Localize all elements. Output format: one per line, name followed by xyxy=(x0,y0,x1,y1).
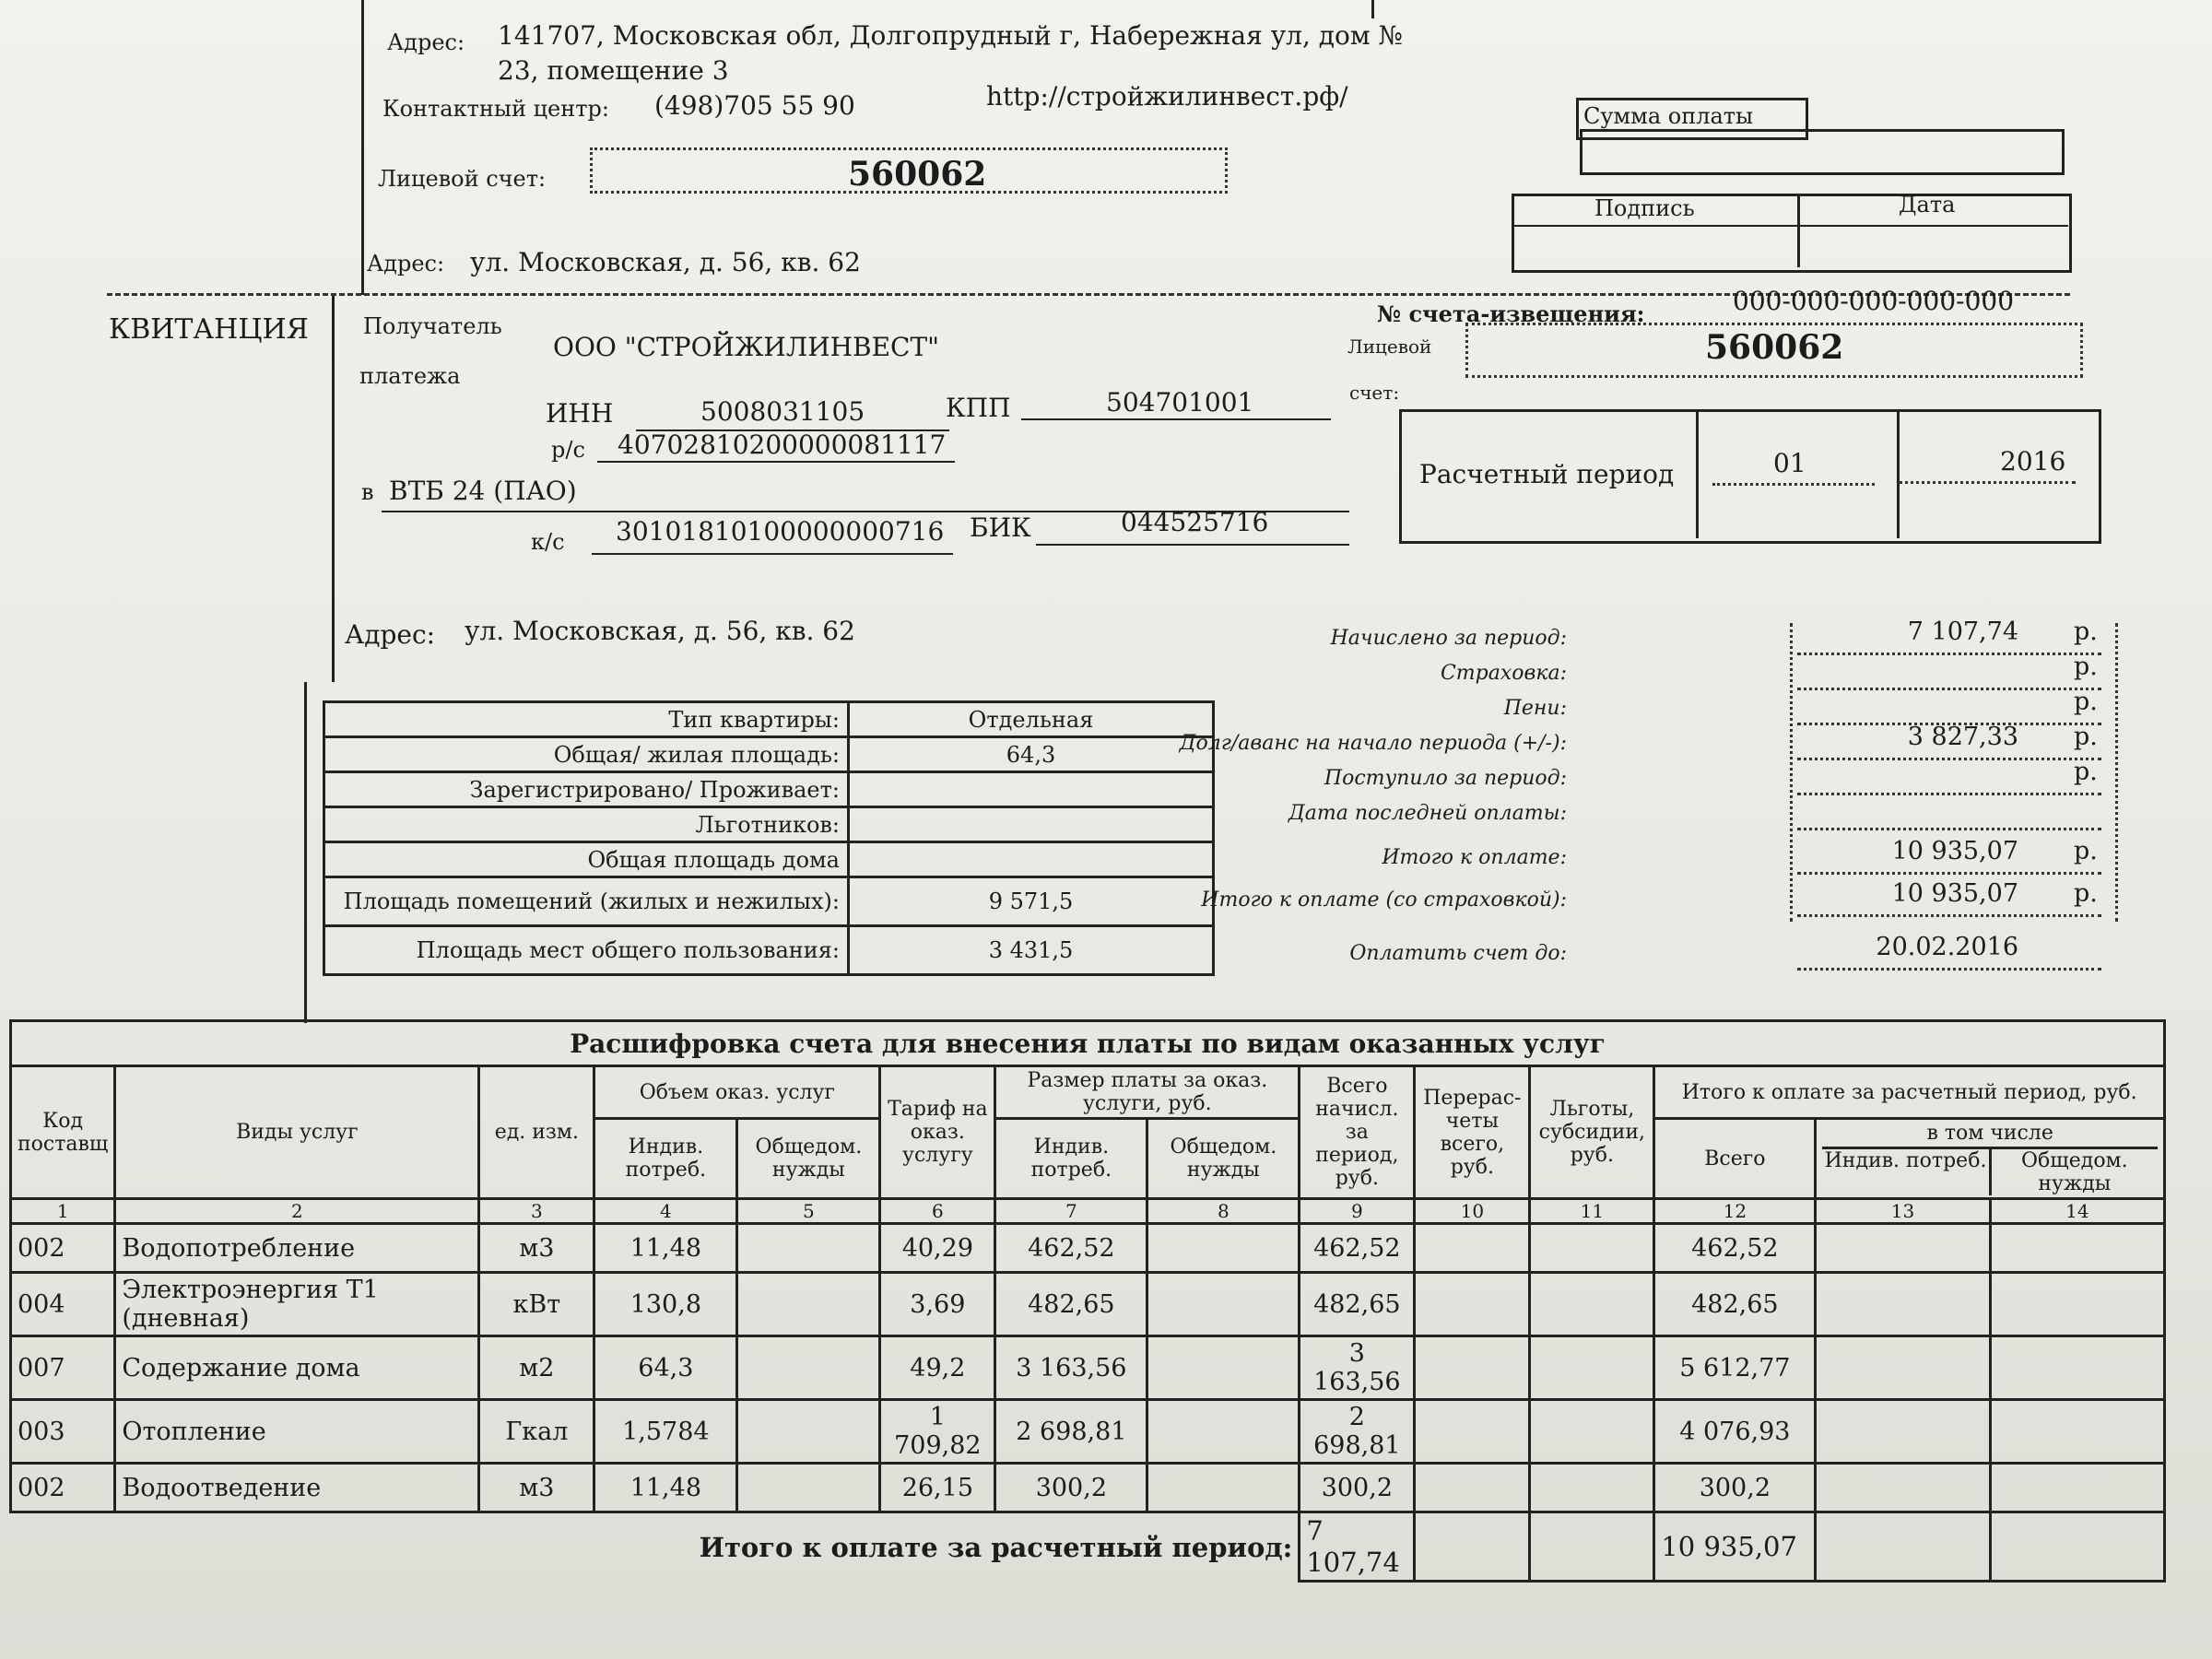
inn-label: ИНН xyxy=(546,398,614,429)
ks-value: 30101810100000000716 xyxy=(616,516,945,547)
total-row xyxy=(11,1512,2165,1582)
period-year-line xyxy=(1899,481,2076,484)
col-volume-common-header: Общедом. нужды xyxy=(737,1119,880,1199)
summary-field xyxy=(1797,691,2101,725)
fee-ind: 3 163,56 xyxy=(995,1336,1147,1400)
col-number: 1 xyxy=(11,1199,115,1224)
summary-label: Итого к оплате: xyxy=(1382,846,1567,869)
col-number: 8 xyxy=(1147,1199,1300,1224)
kpp-underline xyxy=(1021,418,1331,420)
contact-phone: (498)705 55 90 xyxy=(654,90,855,121)
summary-row xyxy=(1290,837,2120,879)
service-name: Электроэнергия Т1 (дневная) xyxy=(115,1273,479,1336)
services-caption: Расшифровка счета для внесения платы по видам оказанных услуг xyxy=(11,1021,2165,1066)
summary-row xyxy=(1290,802,2120,835)
service-name: Отопление xyxy=(115,1400,479,1464)
total-common xyxy=(1990,1336,2164,1400)
col-fee-ind-header: Индив. потреб. xyxy=(995,1119,1147,1199)
col-number: 12 xyxy=(1654,1199,1816,1224)
summary-unit: р. xyxy=(2074,837,2098,865)
bik-underline xyxy=(1036,544,1349,546)
summary-value: 10 935,07 xyxy=(1891,837,2018,865)
summary-unit: р. xyxy=(2074,688,2098,716)
apartment-value: 9 571,5 xyxy=(849,877,1214,926)
fee-ind: 300,2 xyxy=(995,1464,1147,1512)
charged: 462,52 xyxy=(1300,1224,1415,1273)
total-charged: 7 107,74 xyxy=(1300,1512,1415,1582)
benefit xyxy=(1530,1224,1654,1273)
col-number: 9 xyxy=(1300,1199,1415,1224)
apartment-label: Общая/ жилая площадь: xyxy=(324,737,849,772)
recalc xyxy=(1415,1336,1530,1400)
table-row xyxy=(11,1224,2165,1273)
total-ind xyxy=(1816,1464,1990,1512)
col-unit-header: ед. изм. xyxy=(479,1066,594,1199)
services-table xyxy=(9,1019,2166,1583)
apartment-row xyxy=(324,702,1214,737)
rs-label: р/с xyxy=(551,437,585,463)
service-unit: м2 xyxy=(479,1336,594,1400)
service-code: 002 xyxy=(11,1464,115,1512)
signature-date-split xyxy=(1797,194,1800,267)
fee-common xyxy=(1147,1224,1300,1273)
apartment-value xyxy=(849,842,1214,877)
col-volume-ind-header: Индив. потреб. xyxy=(594,1119,737,1199)
table-row xyxy=(11,1273,2165,1336)
ks-underline xyxy=(592,553,953,555)
benefit xyxy=(1530,1400,1654,1464)
volume-common xyxy=(737,1400,880,1464)
mid-left-border xyxy=(332,295,335,682)
benefit xyxy=(1530,1336,1654,1400)
apartment-label: Площадь мест общего пользования: xyxy=(324,926,849,975)
recipient-name: ООО "СТРОЙЖИЛИНВЕСТ" xyxy=(553,332,940,362)
recipient-label1: Получатель xyxy=(363,313,502,339)
bank-name: ВТБ 24 (ПАО) xyxy=(389,476,577,506)
summary-field xyxy=(1797,761,2101,795)
col-benefits-header: Льготы, субсидии, руб. xyxy=(1530,1066,1654,1199)
recipient-label2: платежа xyxy=(359,363,461,389)
recalc xyxy=(1415,1224,1530,1273)
total-common xyxy=(1990,1400,2164,1464)
tariff: 49,2 xyxy=(880,1336,995,1400)
summary-row xyxy=(1179,723,2120,765)
col-incl-common-header: Общедом. нужды xyxy=(2021,1149,2128,1195)
total-common xyxy=(1990,1512,2164,1582)
col-number: 13 xyxy=(1816,1199,1990,1224)
summary-unit: р. xyxy=(2074,879,2098,908)
apartment-label: Общая площадь дома xyxy=(324,842,849,877)
volume-ind: 130,8 xyxy=(594,1273,737,1336)
summary-unit: р. xyxy=(2074,758,2098,786)
fee-common xyxy=(1147,1400,1300,1464)
service-unit: м3 xyxy=(479,1464,594,1512)
invoice-number-label: № счета-извещения: xyxy=(1377,300,1645,327)
apartment-row xyxy=(324,926,1214,975)
summary-label: Итого к оплате (со страховкой): xyxy=(1201,888,1567,912)
service-unit: м3 xyxy=(479,1224,594,1273)
sum-label: Сумма оплаты xyxy=(1583,103,1754,129)
summary-unit: р. xyxy=(2074,723,2098,751)
signature-date-divider xyxy=(1513,225,2068,227)
apartment-label: Площадь помещений (жилых и нежилых): xyxy=(324,877,849,926)
charged: 2 698,81 xyxy=(1300,1400,1415,1464)
table-row xyxy=(11,1336,2165,1400)
header-address-label: Адрес: xyxy=(387,29,465,55)
receipt-address: ул. Московская, д. 56, кв. 62 xyxy=(465,616,855,646)
total: 5 612,77 xyxy=(1654,1336,1816,1400)
period-split1 xyxy=(1696,409,1699,538)
total-common xyxy=(1990,1464,2164,1512)
service-unit: кВт xyxy=(479,1273,594,1336)
benefit xyxy=(1530,1464,1654,1512)
period-split2 xyxy=(1897,409,1900,538)
col-number: 14 xyxy=(1990,1199,2164,1224)
total-pay: 10 935,07 xyxy=(1654,1512,1816,1582)
service-code: 002 xyxy=(11,1224,115,1273)
total-ind xyxy=(1816,1512,1990,1582)
tariff: 26,15 xyxy=(880,1464,995,1512)
table-row xyxy=(11,1464,2165,1512)
col-service-header: Виды услуг xyxy=(115,1066,479,1199)
total-ind xyxy=(1816,1336,1990,1400)
period-month-line xyxy=(1712,483,1875,486)
col-tariff-header: Тариф на оказ. услугу xyxy=(880,1066,995,1199)
fee-ind: 462,52 xyxy=(995,1224,1147,1273)
summary-label: Поступило за период: xyxy=(1324,767,1567,790)
invoice-number: 000-000-000-000-000 xyxy=(1733,286,2015,316)
col-number: 6 xyxy=(880,1199,995,1224)
inn-value: 5008031105 xyxy=(700,396,865,427)
col-number: 5 xyxy=(737,1199,880,1224)
table-row xyxy=(11,1400,2165,1464)
volume-ind: 1,5784 xyxy=(594,1400,737,1464)
charged: 300,2 xyxy=(1300,1464,1415,1512)
account-label: Лицевой счет: xyxy=(378,166,547,192)
total: 462,52 xyxy=(1654,1224,1816,1273)
summary-label: Дата последней оплаты: xyxy=(1288,802,1567,825)
apartment-row xyxy=(324,807,1214,842)
total-common xyxy=(1990,1273,2164,1336)
col-incl-header xyxy=(1816,1119,2165,1199)
tariff: 1 709,82 xyxy=(880,1400,995,1464)
summary-unit: р. xyxy=(2074,653,2098,681)
total-ind xyxy=(1816,1400,1990,1464)
receipt-title: КВИТАНЦИЯ xyxy=(109,313,309,346)
apartment-label: Зарегистрировано/ Проживает: xyxy=(324,772,849,807)
apartment-row xyxy=(324,772,1214,807)
period-month: 01 xyxy=(1773,448,1806,478)
volume-ind: 64,3 xyxy=(594,1336,737,1400)
col-volume-header: Объем оказ. услуг xyxy=(594,1066,880,1119)
top-right-edge xyxy=(1371,0,1374,18)
lower-left-border xyxy=(304,682,307,1023)
invoice-account-label1: Лицевой xyxy=(1347,335,1432,358)
apartment-value: 3 431,5 xyxy=(849,926,1214,975)
tariff: 3,69 xyxy=(880,1273,995,1336)
apartment-label: Льготников: xyxy=(324,807,849,842)
total-recalc xyxy=(1415,1512,1530,1582)
volume-common xyxy=(737,1273,880,1336)
tariff: 40,29 xyxy=(880,1224,995,1273)
summary-label: Пени: xyxy=(1503,697,1567,720)
col-charged-header: Всего начисл. за период, руб. xyxy=(1300,1066,1415,1199)
website-link[interactable]: http://стройжилинвест.рф/ xyxy=(986,81,1348,112)
recalc xyxy=(1415,1273,1530,1336)
summary-field xyxy=(1797,656,2101,690)
volume-ind: 11,48 xyxy=(594,1224,737,1273)
payer-address: ул. Московская, д. 56, кв. 62 xyxy=(470,247,861,277)
summary-label: Страховка: xyxy=(1440,662,1567,685)
apartment-label: Тип квартиры: xyxy=(324,702,849,737)
invoice-account-number: 560062 xyxy=(1705,328,1844,367)
invoice-account-label2: счет: xyxy=(1349,382,1400,404)
col-recalc-header: Перерас-четы всего, руб. xyxy=(1415,1066,1530,1199)
service-code: 004 xyxy=(11,1273,115,1336)
summary-unit: р. xyxy=(2074,618,2098,646)
service-name: Водопотребление xyxy=(115,1224,479,1273)
total: 482,65 xyxy=(1654,1273,1816,1336)
col-code-header: Код поставщ xyxy=(11,1066,115,1199)
fee-common xyxy=(1147,1464,1300,1512)
payer-address-label: Адрес: xyxy=(367,251,445,276)
period-label: Расчетный период xyxy=(1419,459,1675,489)
apartment-value xyxy=(849,807,1214,842)
col-incl-label: в том числе xyxy=(1822,1122,2158,1149)
col-number: 7 xyxy=(995,1199,1147,1224)
kpp-value: 504701001 xyxy=(1106,387,1254,418)
summary-value: 7 107,74 xyxy=(1907,618,2018,646)
apartment-value: Отдельная xyxy=(849,702,1214,737)
total: 4 076,93 xyxy=(1654,1400,1816,1464)
volume-common xyxy=(737,1336,880,1400)
summary-row xyxy=(1290,758,2120,800)
period-year: 2016 xyxy=(2000,446,2066,477)
summary-field xyxy=(1797,796,2101,830)
summary-value: 20.02.2016 xyxy=(1876,933,2018,961)
fee-common xyxy=(1147,1273,1300,1336)
total-ind xyxy=(1816,1273,1990,1336)
summary-value: 10 935,07 xyxy=(1891,879,2018,908)
recalc xyxy=(1415,1464,1530,1512)
summary-label: Долг/аванс на начало периода (+/-): xyxy=(1179,732,1567,755)
summary-label: Начислено за период: xyxy=(1330,627,1567,650)
charged: 482,65 xyxy=(1300,1273,1415,1336)
total-ind xyxy=(1816,1224,1990,1273)
col-number: 4 xyxy=(594,1199,737,1224)
fee-ind: 482,65 xyxy=(995,1273,1147,1336)
apartment-row xyxy=(324,877,1214,926)
summary-row xyxy=(1201,879,2120,922)
receipt-address-label: Адрес: xyxy=(345,619,436,650)
summary-value: 3 827,33 xyxy=(1907,723,2018,751)
summary-label: Оплатить счет до: xyxy=(1349,942,1567,965)
signature-label: Подпись xyxy=(1594,195,1695,221)
col-fee-common-header: Общедом. нужды xyxy=(1147,1119,1300,1199)
service-code: 007 xyxy=(11,1336,115,1400)
col-number: 10 xyxy=(1415,1199,1530,1224)
apartment-info-table xyxy=(323,700,1215,976)
service-name: Содержание дома xyxy=(115,1336,479,1400)
volume-common xyxy=(737,1224,880,1273)
date-label: Дата xyxy=(1899,192,1956,218)
col-number: 2 xyxy=(115,1199,479,1224)
sum-input-box[interactable] xyxy=(1580,129,2065,175)
col-total-pay-header: Итого к оплате за расчетный период, руб. xyxy=(1654,1066,2165,1119)
ks-label: к/с xyxy=(531,529,565,555)
col-total-all-header: Всего xyxy=(1654,1119,1816,1199)
service-unit: Гкал xyxy=(479,1400,594,1464)
service-name: Водоотведение xyxy=(115,1464,479,1512)
total: 300,2 xyxy=(1654,1464,1816,1512)
bik-label: БИК xyxy=(970,512,1031,543)
rs-underline xyxy=(597,461,955,463)
apartment-row xyxy=(324,842,1214,877)
charged: 3 163,56 xyxy=(1300,1336,1415,1400)
fee-ind: 2 698,81 xyxy=(995,1400,1147,1464)
summary-row xyxy=(1290,618,2120,660)
total-common xyxy=(1990,1224,2164,1273)
total-benefit xyxy=(1530,1512,1654,1582)
summary-row xyxy=(1290,933,2120,975)
fee-common xyxy=(1147,1336,1300,1400)
volume-ind: 11,48 xyxy=(594,1464,737,1512)
bik-value: 044525716 xyxy=(1121,507,1269,537)
contact-label: Контактный центр: xyxy=(382,96,609,122)
apartment-value xyxy=(849,772,1214,807)
recalc xyxy=(1415,1400,1530,1464)
col-number: 11 xyxy=(1530,1199,1654,1224)
bank-prefix: в xyxy=(361,479,374,505)
summary-row xyxy=(1290,653,2120,695)
rs-value: 40702810200000081117 xyxy=(618,429,947,460)
header-address-line1: 141707, Московская обл, Долгопрудный г, Набережная ул, дом № xyxy=(498,20,1404,51)
col-number: 3 xyxy=(479,1199,594,1224)
kpp-label: КПП xyxy=(946,393,1011,423)
volume-common xyxy=(737,1464,880,1512)
apartment-value: 64,3 xyxy=(849,737,1214,772)
benefit xyxy=(1530,1273,1654,1336)
total-label: Итого к оплате за расчетный период: xyxy=(11,1512,1300,1582)
account-number: 560062 xyxy=(848,155,987,194)
col-fee-header: Размер платы за оказ. услуги, руб. xyxy=(995,1066,1300,1119)
apartment-row xyxy=(324,737,1214,772)
top-left-border xyxy=(361,0,364,295)
col-incl-ind-header: Индив. потреб. xyxy=(1822,1149,1991,1195)
header-address-line2: 23, помещение 3 xyxy=(498,55,729,86)
service-code: 003 xyxy=(11,1400,115,1464)
